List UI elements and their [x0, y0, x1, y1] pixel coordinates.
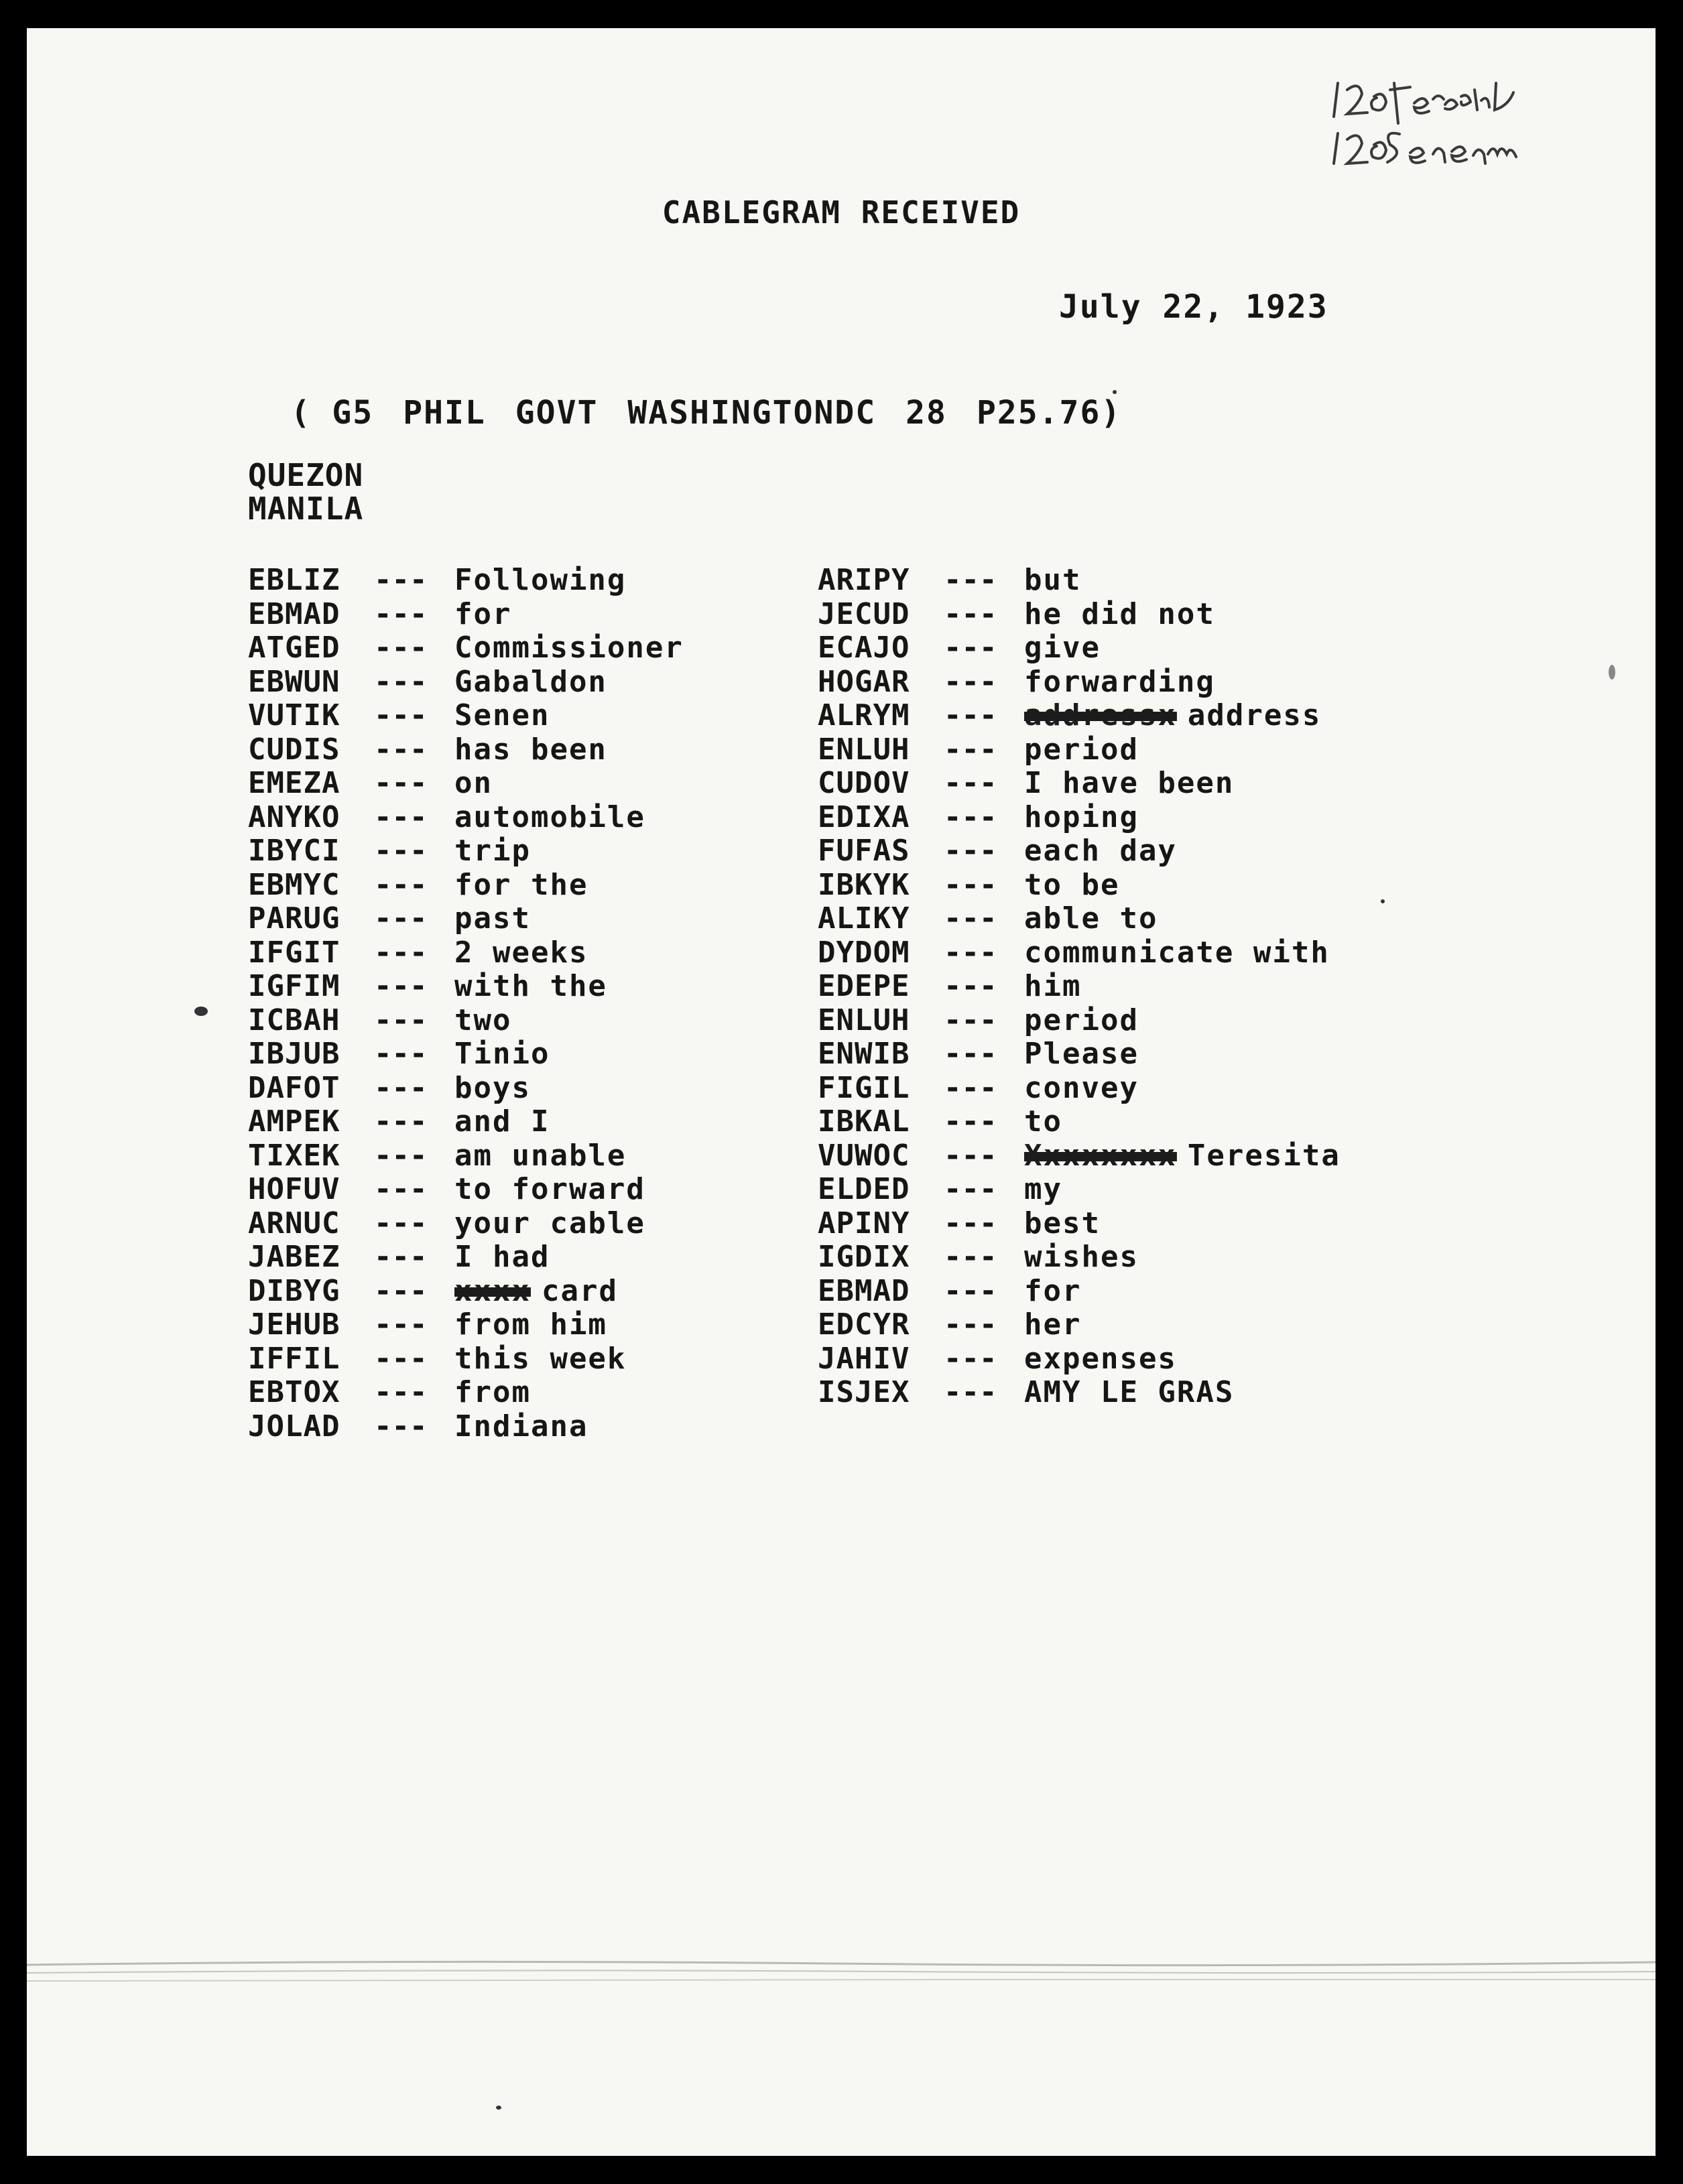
separator-dashes: --- [374, 935, 428, 970]
code-word: EBMAD [248, 596, 340, 631]
code-word: EBLIZ [248, 563, 340, 597]
code-word: IBYCI [248, 834, 340, 868]
cable-entry [818, 563, 1341, 597]
code-word: ENWIB [818, 1037, 910, 1071]
cable-entry [818, 698, 1341, 732]
code-word: EBMYC [248, 867, 340, 902]
cable-entry [248, 1240, 684, 1274]
separator-dashes: --- [944, 563, 997, 597]
ink-speck [1381, 899, 1385, 903]
plain-text-word: this week [454, 1341, 627, 1376]
code-word: IFGIT [248, 935, 340, 970]
code-word: ENLUH [818, 1003, 910, 1037]
separator-dashes: --- [944, 935, 997, 970]
ink-speck [194, 1007, 208, 1016]
cable-entry [818, 1342, 1341, 1376]
header-part: ( G5 [290, 394, 374, 432]
separator-dashes: --- [944, 698, 997, 732]
plain-text-word: forwarding [1024, 664, 1215, 699]
document-date: July 22, 1923 [1059, 288, 1328, 326]
cable-entry [818, 1240, 1341, 1274]
code-word: ENLUH [818, 732, 910, 767]
separator-dashes: --- [944, 766, 997, 800]
plain-text-word: past [454, 901, 531, 936]
plain-text-word: each day [1024, 834, 1177, 868]
ink-speck [496, 2106, 501, 2110]
code-word: TIXEK [248, 1138, 340, 1173]
separator-dashes: --- [944, 1307, 997, 1342]
separator-dashes: --- [944, 631, 997, 665]
plain-text-word: I had [454, 1240, 550, 1274]
separator-dashes: --- [374, 1070, 428, 1105]
plain-text-word: for [1024, 1273, 1082, 1308]
code-word: JEHUB [248, 1307, 340, 1342]
separator-dashes: --- [944, 834, 997, 868]
plain-text-word: but [1024, 563, 1082, 597]
code-column-left [248, 563, 684, 1443]
separator-dashes: --- [374, 631, 428, 665]
cable-entry [818, 1206, 1341, 1240]
separator-dashes: --- [374, 1172, 428, 1206]
code-word: HOGAR [818, 664, 910, 699]
addressee-name: QUEZON [248, 457, 364, 493]
cable-entry [248, 1206, 684, 1240]
plain-text-word: I have been [1024, 766, 1235, 800]
code-word: JECUD [818, 596, 910, 631]
code-word: IBJUB [248, 1037, 340, 1071]
separator-dashes: --- [374, 867, 428, 902]
code-word: ARNUC [248, 1206, 340, 1240]
cable-entry [248, 800, 684, 834]
cable-entry [248, 834, 684, 868]
plain-text-word: with the [454, 969, 607, 1003]
code-word: DYDOM [818, 935, 910, 970]
plain-text-word: give [1024, 631, 1101, 665]
separator-dashes: --- [374, 1206, 428, 1240]
header-part: WASHINGTONDC [627, 394, 877, 432]
code-word: ICBAH [248, 1003, 340, 1037]
plain-text-word: communicate with [1024, 935, 1330, 970]
cable-entry [818, 868, 1341, 902]
code-word: ANYKO [248, 799, 340, 834]
cable-entry [248, 868, 684, 902]
separator-dashes: --- [374, 901, 428, 936]
code-word: EDEPE [818, 969, 910, 1003]
code-word: ELDED [818, 1172, 910, 1206]
code-column-right [818, 563, 1341, 1409]
cable-entry [818, 631, 1341, 665]
code-word: IBKAL [818, 1104, 910, 1139]
separator-dashes: --- [944, 1240, 997, 1274]
separator-dashes: --- [374, 1138, 428, 1173]
code-word: JAHIV [818, 1341, 910, 1376]
cable-entry [248, 1342, 684, 1376]
cable-entry [818, 665, 1341, 699]
code-word: EBWUN [248, 664, 340, 699]
struck-out-text: xxxx [454, 1273, 531, 1308]
plain-text-word: to [1024, 1104, 1062, 1139]
code-word: FUFAS [818, 834, 910, 868]
code-word: ATGED [248, 631, 340, 665]
code-word: PARUG [248, 901, 340, 936]
code-word: EBTOX [248, 1375, 340, 1409]
separator-dashes: --- [944, 664, 997, 699]
code-word: EBMAD [818, 1273, 910, 1308]
cablegram-page [27, 28, 1656, 2156]
cable-entry [248, 1104, 684, 1139]
plain-text-word: your cable [454, 1206, 645, 1240]
cable-entry [818, 834, 1341, 868]
separator-dashes: --- [944, 1375, 997, 1409]
code-word: DAFOT [248, 1070, 340, 1105]
plain-text-word: to be [1024, 867, 1120, 902]
separator-dashes: --- [944, 1003, 997, 1037]
cable-entry [248, 1375, 684, 1409]
code-word: CUDIS [248, 732, 340, 767]
handwritten-note [1320, 70, 1609, 170]
plain-text-word: Commissioner [454, 631, 684, 665]
code-word: IBKYK [818, 867, 910, 902]
code-word: EDIXA [818, 799, 910, 834]
code-word: APINY [818, 1206, 910, 1240]
plain-text-word: boys [454, 1070, 531, 1105]
plain-text-word: on [454, 766, 493, 800]
ink-speck [1609, 665, 1615, 680]
cable-entry [248, 1071, 684, 1105]
separator-dashes: --- [374, 766, 428, 800]
plain-text-word: am unable [454, 1138, 627, 1173]
separator-dashes: --- [374, 1104, 428, 1139]
separator-dashes: --- [374, 799, 428, 834]
plain-text-word: AMY LE GRAS [1024, 1375, 1235, 1409]
separator-dashes: --- [944, 1104, 997, 1139]
separator-dashes: --- [374, 1307, 428, 1342]
addressee-city: MANILA [248, 491, 364, 527]
code-word: EMEZA [248, 766, 340, 800]
plain-text-word: has been [454, 732, 607, 767]
plain-text-word: he did not [1024, 596, 1215, 631]
code-word: ISJEX [818, 1375, 910, 1409]
plain-text-word: my [1024, 1172, 1062, 1206]
plain-text-word: and I [454, 1104, 550, 1139]
separator-dashes: --- [374, 1409, 428, 1443]
plain-text-word: from [454, 1375, 531, 1409]
separator-dashes: --- [374, 1003, 428, 1037]
cable-entry [818, 1139, 1341, 1173]
cable-entry [818, 1307, 1341, 1342]
separator-dashes: --- [374, 732, 428, 767]
plain-text-word: card [541, 1273, 618, 1308]
cable-entry [818, 1104, 1341, 1139]
cable-entry [818, 1037, 1341, 1071]
separator-dashes: --- [374, 664, 428, 699]
cable-entry [818, 597, 1341, 631]
code-word: VUTIK [248, 698, 340, 732]
cable-entry [818, 901, 1341, 936]
plain-text-word: her [1024, 1307, 1082, 1342]
header-part: PHIL [403, 394, 486, 432]
struck-out-text: addressx [1024, 698, 1177, 732]
separator-dashes: --- [944, 901, 997, 936]
plain-text-word: 2 weeks [454, 935, 588, 970]
code-word: FIGIL [818, 1070, 910, 1105]
separator-dashes: --- [944, 1172, 997, 1206]
cable-entry [818, 969, 1341, 1003]
code-word: JOLAD [248, 1409, 340, 1443]
ink-speck [1113, 390, 1117, 394]
separator-dashes: --- [374, 1341, 428, 1376]
cable-entry [248, 1139, 684, 1173]
code-word: IGDIX [818, 1240, 910, 1274]
plain-text-word: two [454, 1003, 512, 1037]
separator-dashes: --- [374, 969, 428, 1003]
cable-entry [248, 563, 684, 597]
plain-text-word: address [1187, 698, 1322, 732]
cable-entry [248, 901, 684, 936]
plain-text-word: convey [1024, 1070, 1139, 1105]
separator-dashes: --- [944, 1273, 997, 1308]
plain-text-word: period [1024, 1003, 1139, 1037]
plain-text-word: Tinio [454, 1037, 550, 1071]
plain-text-word: from him [454, 1307, 607, 1342]
cable-entry [248, 1037, 684, 1071]
separator-dashes: --- [374, 1037, 428, 1071]
document-title: CABLEGRAM RECEIVED [662, 194, 1021, 231]
cable-entry [818, 766, 1341, 800]
cable-entry [248, 597, 684, 631]
code-word: ALIKY [818, 901, 910, 936]
separator-dashes: --- [944, 1070, 997, 1105]
plain-text-word: to forward [454, 1172, 645, 1206]
separator-dashes: --- [944, 596, 997, 631]
separator-dashes: --- [374, 1375, 428, 1409]
cable-entry [248, 969, 684, 1003]
cable-entry [248, 1409, 684, 1443]
separator-dashes: --- [944, 867, 997, 902]
code-word: AMPEK [248, 1104, 340, 1139]
cable-entry [248, 936, 684, 970]
cable-entry [818, 936, 1341, 970]
plain-text-word: best [1024, 1206, 1101, 1240]
plain-text-word: able to [1024, 901, 1158, 936]
header-part: 28 [906, 394, 947, 432]
cable-entry [818, 1375, 1341, 1409]
cable-entry [248, 631, 684, 665]
separator-dashes: --- [944, 1341, 997, 1376]
plain-text-word: trip [454, 834, 531, 868]
plain-text-word: wishes [1024, 1240, 1139, 1274]
plain-text-word: automobile [454, 799, 645, 834]
struck-out-text: Xxxxxxxx [1024, 1138, 1177, 1173]
separator-dashes: --- [944, 799, 997, 834]
code-word: IGFIM [248, 969, 340, 1003]
separator-dashes: --- [374, 1240, 428, 1274]
cable-entry [818, 1274, 1341, 1308]
plain-text-word: expenses [1024, 1341, 1177, 1376]
cable-entry [818, 1071, 1341, 1105]
separator-dashes: --- [944, 1206, 997, 1240]
header-part: GOVT [515, 394, 599, 432]
cable-entry [248, 1003, 684, 1037]
cable-entry [248, 698, 684, 732]
separator-dashes: --- [944, 969, 997, 1003]
plain-text-word: Teresita [1187, 1138, 1341, 1173]
code-word: CUDOV [818, 766, 910, 800]
cable-entry [818, 1172, 1341, 1206]
separator-dashes: --- [374, 596, 428, 631]
separator-dashes: --- [374, 563, 428, 597]
header-part: P25.76) [976, 394, 1122, 432]
cable-entry [248, 1307, 684, 1342]
separator-dashes: --- [374, 1273, 428, 1308]
code-word: ALRYM [818, 698, 910, 732]
separator-dashes: --- [944, 1138, 997, 1173]
code-word: ECAJO [818, 631, 910, 665]
cable-entry [248, 1274, 684, 1308]
cable-entry [248, 665, 684, 699]
cable-entry [248, 1172, 684, 1206]
cable-entry [818, 732, 1341, 767]
page-bottom-stain [27, 1945, 1656, 2025]
code-word: JABEZ [248, 1240, 340, 1274]
plain-text-word: for the [454, 867, 588, 902]
plain-text-word: Indiana [454, 1409, 588, 1443]
cable-entry [248, 766, 684, 800]
code-word: ARIPY [818, 563, 910, 597]
separator-dashes: --- [374, 698, 428, 732]
separator-dashes: --- [944, 1037, 997, 1071]
cable-entry [818, 1003, 1341, 1037]
plain-text-word: period [1024, 732, 1139, 767]
plain-text-word: Please [1024, 1037, 1139, 1071]
cable-header [208, 357, 1151, 469]
plain-text-word: him [1024, 969, 1082, 1003]
code-word: EDCYR [818, 1307, 910, 1342]
code-word: IFFIL [248, 1341, 340, 1376]
plain-text-word: hoping [1024, 799, 1139, 834]
cable-entry [248, 732, 684, 767]
cable-entry [818, 800, 1341, 834]
code-word: HOFUV [248, 1172, 340, 1206]
plain-text-word: Following [454, 563, 627, 597]
separator-dashes: --- [944, 732, 997, 767]
separator-dashes: --- [374, 834, 428, 868]
code-word: VUWOC [818, 1138, 910, 1173]
plain-text-word: for [454, 596, 512, 631]
plain-text-word: Gabaldon [454, 664, 607, 699]
code-word: DIBYG [248, 1273, 340, 1308]
plain-text-word: Senen [454, 698, 550, 732]
